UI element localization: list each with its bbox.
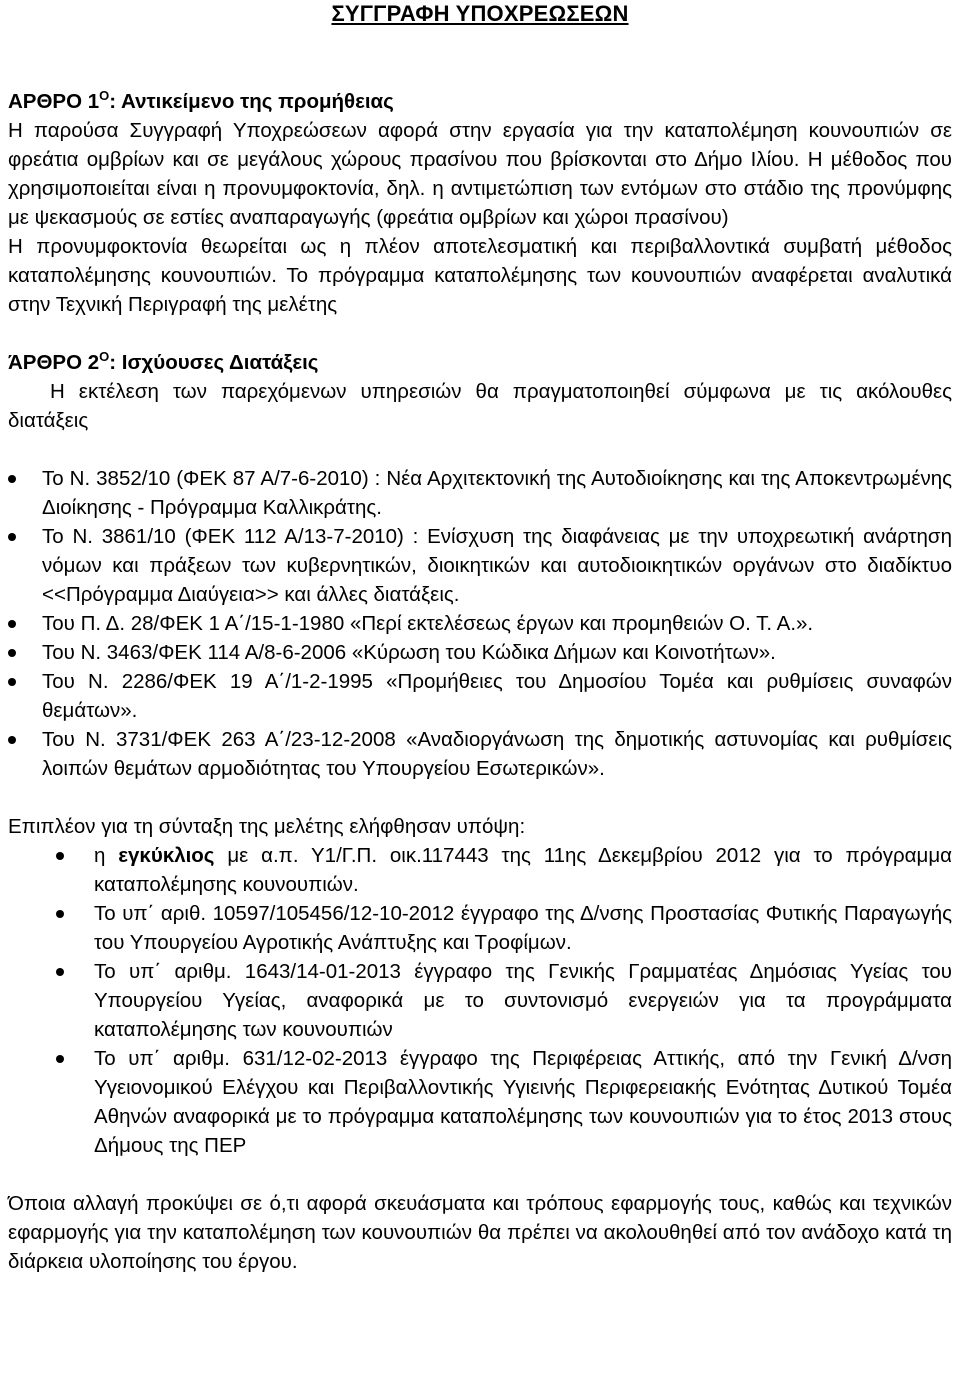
bullet-icon xyxy=(56,852,64,860)
provision-text: Του Ν. 2286/ΦΕΚ 19 Α΄/1-2-1995 «Προμήθειες του Δημοσίου Τομέα και ρυθμίσεις συναφών θεμάτων». xyxy=(42,670,952,722)
bullet-icon xyxy=(8,475,16,483)
provision-text: Του Ν. 3731/ΦΕΚ 263 Α΄/23-12-2008 «Αναδιοργάνωση της δημοτικής αστυνομίας και ρυθμίσεις λοιπών θεμάτων αρμοδιότητας του Υπουργείου Εσωτερικών». xyxy=(42,728,952,780)
provisions-list xyxy=(8,464,952,783)
bullet-icon xyxy=(56,968,64,976)
article-1-paragraph-2: Η προνυμφοκτονία θεωρείται ως η πλέον αποτελεσματική και περιβαλλοντικά συμβατή μέθοδος καταπολέμησης κουνουπιών. Το πρόγραμμα καταπολέμησης των κουνουπιών αναφέρεται αναλυτικά στην Τεχνική Περιγραφή της μελέτης xyxy=(8,235,952,316)
bullet-icon xyxy=(8,620,16,628)
list-item xyxy=(8,638,952,667)
bullet-icon xyxy=(8,533,16,541)
article-2-heading-title: : Ισχύουσες Διατάξεις xyxy=(109,351,319,374)
additional-text: με α.π. Υ1/Γ.Π. οικ.117443 της 11ης Δεκεμβρίου 2012 για το πρόγραμμα καταπολέμησης κουνουπιών. xyxy=(94,844,952,896)
bullet-icon xyxy=(8,736,16,744)
article-2-heading-number: ΆΡΘΡΟ 2 xyxy=(8,351,100,374)
bullet-icon xyxy=(56,910,64,918)
additional-text: Το υπ΄ αριθ. 10597/105456/12-10-2012 έγγραφο της Δ/νσης Προστασίας Φυτικής Παραγωγής του Υπουργείου Αγροτικής Ανάπτυξης και Τροφίμων. xyxy=(94,902,952,954)
bullet-icon xyxy=(56,1055,64,1063)
list-item xyxy=(8,841,952,899)
list-item xyxy=(8,522,952,609)
article-2-intro: Η εκτέλεση των παρεχόμενων υπηρεσιών θα πραγματοποιηθεί σύμφωνα με τις ακόλουθες διατάξεις xyxy=(8,380,952,432)
article-2-heading xyxy=(8,348,952,377)
list-item xyxy=(8,1044,952,1160)
list-item xyxy=(8,609,952,638)
additional-text: Το υπ΄ αριθμ. 1643/14-01-2013 έγγραφο της Γενικής Γραμματέας Δημόσιας Υγείας του Υπουργείου Υγείας, αναφορικά με το συντονισμό ενεργειών για τα προγράμματα καταπολέμησης των κουνουπιών xyxy=(94,960,952,1041)
list-item xyxy=(8,899,952,957)
document-page xyxy=(8,0,952,1276)
additional-lead: η xyxy=(94,844,119,867)
article-1-heading xyxy=(8,87,952,116)
additional-bold: εγκύκλιος xyxy=(118,844,215,867)
spacer xyxy=(8,319,952,348)
list-item xyxy=(8,957,952,1044)
provision-text: Του Ν. 3463/ΦΕΚ 114 Α/8-6-2006 «Κύρωση του Κώδικα Δήμων και Κοινοτήτων». xyxy=(42,641,776,664)
spacer xyxy=(8,783,952,812)
provision-text: Το Ν. 3861/10 (ΦΕΚ 112 Α/13-7-2010) : Ενίσχυση της διαφάνειας με την υποχρεωτική ανάρτηση νόμων και πράξεων των κυβερνητικών, διοικητικών και αυτοδιοικητικών οργάνων στο διαδίκτυο <<Πρόγραμμα Διαύγεια>> και άλλες διατάξεις. xyxy=(42,525,952,606)
provision-text: Το Ν. 3852/10 (ΦΕΚ 87 Α/7-6-2010) : Νέα Αρχιτεκτονική της Αυτοδιοίκησης και της Αποκεντρωμένης Διοίκησης - Πρόγραμμα Καλλικράτης. xyxy=(42,467,952,519)
article-1-paragraph: Η παρούσα Συγγραφή Υποχρεώσεων αφορά στην εργασία για την καταπολέμηση κουνουπιών σε φρεάτια ομβρίων και σε μεγάλους χώρους πρασίνου που βρίσκονται στο Δήμο Ιλίου. Η μέθοδος που χρησιμοποιείται είναι η προνυμφοκτονία, δηλ. η αντιμετώπιση των εντόμων στο στάδιο της προνύμφης με ψεκασμούς σε εστίες αναπαραγωγής (φρεάτια ομβρίων και χώροι πρασίνου) xyxy=(8,119,952,229)
article-1-heading-number: ΑΡΘΡΟ 1 xyxy=(8,90,100,113)
article-1-heading-ordinal: Ο xyxy=(99,88,110,103)
spacer xyxy=(8,1160,952,1189)
spacer xyxy=(8,435,952,464)
provision-text: Του Π. Δ. 28/ΦΕΚ 1 Α΄/15-1-1980 «Περί εκτελέσεως έργων και προμηθειών Ο. Τ. Α.». xyxy=(42,612,814,635)
document-title: ΣΥΓΓΡΑΦΗ ΥΠΟΧΡΕΩΣΕΩΝ xyxy=(331,1,629,26)
bullet-icon xyxy=(8,649,16,657)
additional-text: Το υπ΄ αριθμ. 631/12-02-2013 έγγραφο της Περιφέρειας Αττικής, από την Γενική Δ/νση Υγειονομικού Ελέγχου και Περιβαλλοντικής Υγιεινής Περιφερειακής Ενότητας Δυτικού Τομέα Αθηνών αναφορικά με το πρόγραμμα καταπολέμησης των κουνουπιών για το έτος 2013 στους Δήμους της ΠΕΡ xyxy=(94,1047,952,1157)
bullet-icon xyxy=(8,678,16,686)
spacer xyxy=(8,29,952,87)
closing-paragraph: Όποια αλλαγή προκύψει σε ό,τι αφορά σκευάσματα και τρόπους εφαρμογής τους, καθώς και τεχνικών εφαρμογής για την καταπολέμηση των κουνουπιών θα πρέπει να ακολουθηθεί από τον ανάδοχο κατά τη διάρκεια υλοποίησης του έργου. xyxy=(8,1192,952,1273)
list-item xyxy=(8,667,952,725)
additional-intro: Επιπλέον για τη σύνταξη της μελέτης ελήφθησαν υπόψη: xyxy=(8,815,526,838)
additional-list xyxy=(8,841,952,1160)
article-2-heading-ordinal: Ο xyxy=(99,349,110,364)
list-item xyxy=(8,464,952,522)
article-1-heading-title: : Αντικείμενο της προμήθειας xyxy=(109,90,394,113)
list-item xyxy=(8,725,952,783)
